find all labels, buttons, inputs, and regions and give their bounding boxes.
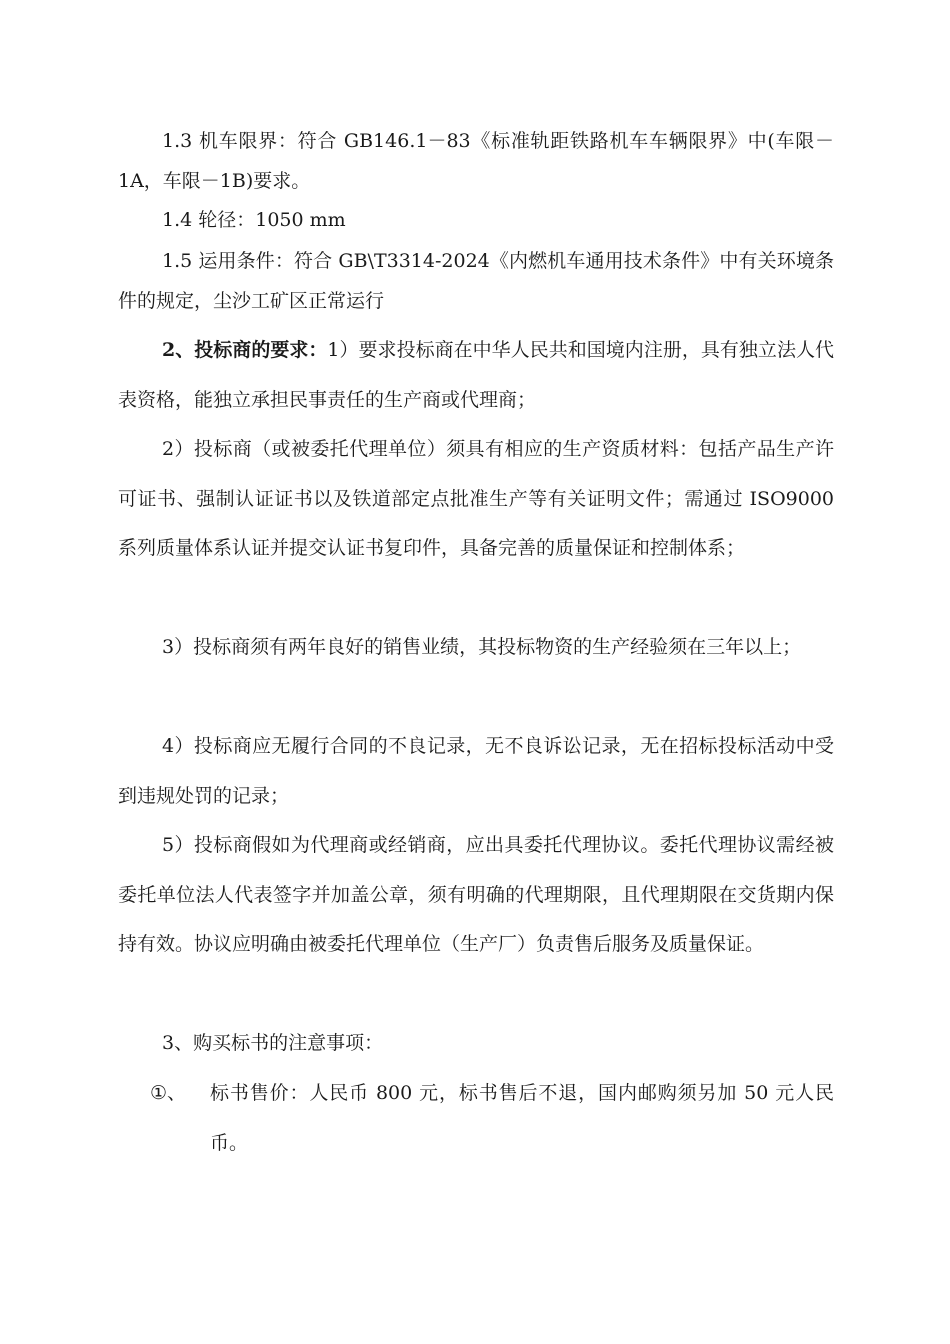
section2-item-2: 2）投标商（或被委托代理单位）须具有相应的生产资质材料：包括产品生产许可证书、强制认证证书以及铁道部定点批准生产等有关证明文件；需通过 ISO9000 系列质量体系认证并提交认证书复印件，具备完善的质量保证和控制体系；	[118, 438, 834, 559]
spec-1-4-wheel-diameter: 1.4 轮径：1050 mm	[162, 209, 346, 231]
section2-item-1: 1）要求投标商在中华人民共和国境内注册，具有独立法人代表资格，能独立承担民事责任的生产商或代理商；	[118, 339, 834, 411]
section3-heading: 3、购买标书的注意事项：	[162, 1032, 384, 1054]
section2-item-3: 3）投标商须有两年良好的销售业绩，其投标物资的生产经验须在三年以上；	[162, 636, 802, 658]
list-marker: ①、	[150, 1082, 187, 1104]
list-item-text: 标书售价：人民币 800 元，标书售后不退，国内邮购须另加 50 元人民币。	[210, 1082, 834, 1154]
spec-1-5-operating-conditions: 1.5 运用条件：符合 GB\T3314-2024《内燃机车通用技术条件》中有关环境条件的规定，尘沙工矿区正常运行	[118, 250, 834, 312]
section2-item-4: 4）投标商应无履行合同的不良记录，无不良诉讼记录，无在招标投标活动中受到违规处罚的记录；	[118, 735, 834, 807]
section2-paragraph-1	[118, 326, 834, 425]
spec-1-3-clearance: 1.3 机车限界：符合 GB146.1－83《标准轨距铁路机车车辆限界》中(车限－1A，车限－1B)要求。	[118, 130, 834, 192]
section2-item-5: 5）投标商假如为代理商或经销商，应出具委托代理协议。委托代理协议需经被委托单位法人代表签字并加盖公章，须有明确的代理期限，且代理期限在交货期内保持有效。协议应明确由被委托代理单位（生产厂）负责售后服务及质量保证。	[118, 834, 834, 955]
section2-heading: 2、投标商的要求：	[162, 339, 328, 361]
